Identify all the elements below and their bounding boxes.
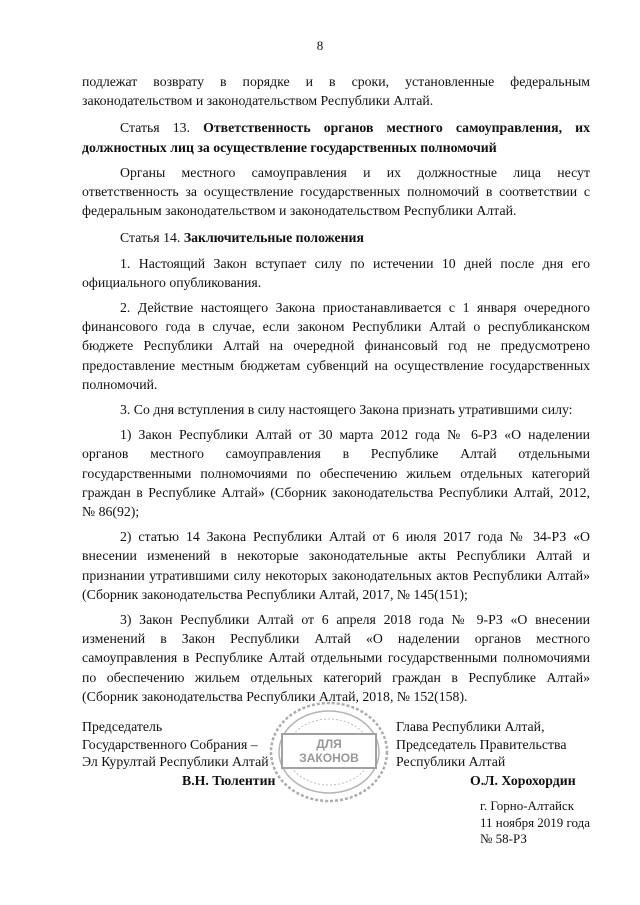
right-title-line-2: Председатель Правительства	[396, 736, 567, 752]
article-14-paragraph-2: 2. Действие настоящего Закона приостанавливается с 1 января очередного финансового года в случае, если законом Республики Алтай о республиканском бюджете Республики Алтай на очередной финансовый год не предусмотрено предоставление местным бюджетам субвенций на осуществление государственных полномочий.	[82, 300, 590, 392]
right-title-line-1: Глава Республики Алтай,	[396, 719, 545, 734]
continuation-paragraph: подлежат возврату в порядке и в сроки, установленные федеральным законодательством и законодательством Республики Алтай.	[82, 74, 590, 109]
article-14-paragraph-1: 1. Настоящий Закон вступает силу по истечении 10 дней после дня его официального опубликования.	[82, 255, 590, 290]
right-signatory-name: О.Л. Хорохордин	[470, 773, 576, 788]
stamp-text-line-2: ЗАКОНОВ	[299, 751, 359, 765]
signature-right	[396, 718, 566, 771]
left-title-line-2: Государственного Собрания –	[82, 736, 258, 752]
right-title-line-3: Республики Алтай	[396, 754, 506, 769]
article-13-body: Органы местного самоуправления и их должностные лица несут ответственность за осуществление государственных полномочий в соответствии с федеральным законодательством и законодательством Республики Алтай.	[82, 164, 590, 219]
footer-date: 11 ноября 2019 года	[480, 814, 591, 830]
article-14-heading	[82, 228, 590, 247]
article-13-title: Ответственность органов местного самоуправления, их должностных лиц за осуществление государственных полномочий	[82, 120, 590, 155]
page-number: 8	[316, 38, 324, 53]
left-title-line-1: Председатель	[82, 719, 163, 734]
repealed-item-1: 1) Закон Республики Алтай от 30 марта 2012 года № 6-РЗ «О наделении органов местного самоуправления в Республике Алтай отдельными государственными полномочиями по обеспечению жильем отдельных категорий граждан в Республике Алтай» (Сборник законодательства Республики Алтай, 2012, № 86(92);	[82, 427, 590, 520]
left-title-line-3: Эл Курултай Республики Алтай	[82, 754, 269, 769]
article-13-label: Статья 13.	[120, 120, 191, 136]
article-13-heading	[82, 118, 590, 156]
signature-left	[82, 718, 269, 771]
document-body	[82, 72, 590, 712]
document-footer	[480, 798, 590, 848]
left-signatory-name: В.Н. Тюлентин	[182, 773, 276, 788]
footer-city: г. Горно-Алтайск	[480, 798, 575, 813]
article-14-label: Статья 14.	[120, 230, 181, 246]
article-14-paragraph-3: 3. Со дня вступления в силу настоящего Закона признать утратившими силу:	[120, 402, 573, 418]
official-stamp-icon	[268, 700, 390, 804]
repealed-item-3: 3) Закон Республики Алтай от 6 апреля 2018 года № 9-РЗ «О внесении изменений в Закон Республики Алтай «О наделении органов местного самоуправления в Республике Алтай отдельными государственными полномочиями по обеспечению жильем отдельных категорий граждан в Республике Алтай» (Сборник законодательства Республики Алтай, 2018, № 152(158).	[82, 612, 590, 704]
stamp-text-line-1: ДЛЯ	[316, 737, 342, 751]
article-14-title: Заключительные положения	[183, 230, 364, 246]
footer-number: № 58-РЗ	[480, 831, 527, 846]
repealed-item-2: 2) статью 14 Закона Республики Алтай от 6 июля 2017 года № 34-РЗ «О внесении изменений в некоторые законодательные акты Республики Алтай и признании утратившими силу некоторых законодательных актов Республики Алтай» (Сборник законодательства Республики Алтай, 2017, № 145(151);	[82, 529, 590, 602]
